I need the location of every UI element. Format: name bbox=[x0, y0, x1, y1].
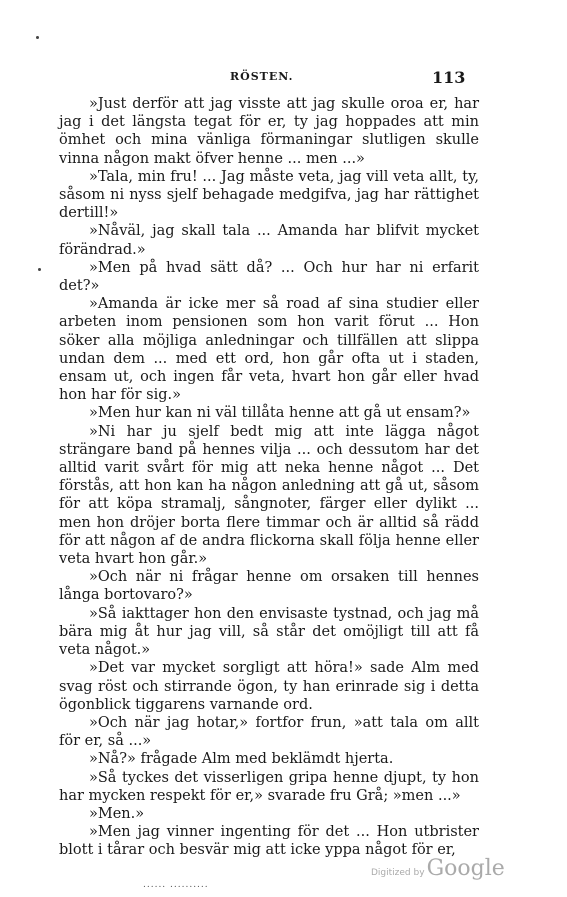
page-number: 113 bbox=[432, 68, 466, 87]
running-head: RÖSTEN. bbox=[230, 70, 294, 83]
watermark-brand: Google bbox=[426, 856, 505, 881]
paragraph: »Men.» bbox=[89, 805, 145, 822]
paragraph: »Nå?» frågade Alm med beklämdt hjerta. bbox=[89, 751, 394, 768]
paragraph: »Men hur kan ni väl tillåta henne att gå ut ensam?» bbox=[89, 405, 471, 422]
footer-dots: ...... .......... bbox=[143, 880, 209, 890]
paragraph: »Och när jag hotar,» fortfor frun, »att tala om allt för er, så ...» bbox=[59, 714, 479, 750]
paragraph: »Amanda är icke mer så road af sina studier eller arbeten inom pensionen som hon varit förut ... Hon söker alla möjliga anledningar och tillfällen att slippa undan dem ... med ett ord, hon går ofta ut i staden, ensam ut, och ingen får veta, hvart hon går eller hvad hon har för sig.» bbox=[59, 296, 479, 404]
body-text bbox=[59, 95, 479, 860]
ink-speck bbox=[38, 268, 41, 271]
paragraph: »Så iakttager hon den envisaste tystnad, och jag må bära mig åt hur jag vill, så står det omöjligt till att få veta något.» bbox=[59, 605, 479, 659]
paragraph: »Det var mycket sorgligt att höra!» sade Alm med svag röst och stirrande ögon, ty han erinrade sig i detta ögonblick tiggarens varnande ord. bbox=[59, 660, 479, 713]
ink-speck bbox=[36, 36, 39, 39]
paragraph: »Och när ni frågar henne om orsaken till hennes långa bortovaro?» bbox=[59, 569, 479, 604]
paragraph: »Men jag vinner ingenting för det ... Hon utbrister blott i tårar och besvär mig att icke yppa något för er, bbox=[59, 824, 479, 859]
paragraph: »Tala, min fru! ... Jag måste veta, jag vill veta allt, ty, såsom ni nyss sjelf behagade medgifva, jag har rättighet dertill!» bbox=[59, 168, 479, 222]
watermark-prefix: Digitized by bbox=[371, 868, 425, 878]
paragraph: »Nåväl, jag skall tala ... Amanda har blifvit mycket förändrad.» bbox=[59, 223, 479, 258]
google-watermark bbox=[371, 856, 505, 881]
paragraph: »Men på hvad sätt då? ... Och hur har ni erfarit det?» bbox=[59, 259, 479, 295]
paragraph: »Ni har ju sjelf bedt mig att inte lägga något strängare band på hennes vilja ... och dessutom har det alltid varit svårt för mig att neka henne något ... Det förstås, att hon kan ha någon anledning att gå ut, såsom för att köpa stramalj, sångnoter, färger eller dylikt ... men hon dröjer borta flere timmar och är alltid så rädd för att någon af de andra flickorna skall följa henne eller veta hvart hon går.» bbox=[59, 423, 479, 568]
page-header bbox=[0, 68, 567, 92]
paragraph: »Just derför att jag visste att jag skulle oroa er, har jag i det längsta tegat för er, ty jag hoppades att min ömhet och mina vänliga förmaningar slutligen skulle vinna någon makt öfver henne ... men ...» bbox=[59, 96, 479, 167]
paragraph: »Så tyckes det visserligen gripa henne djupt, ty hon har mycken respekt för er,» svarade fru Grå; »men ...» bbox=[59, 769, 479, 804]
